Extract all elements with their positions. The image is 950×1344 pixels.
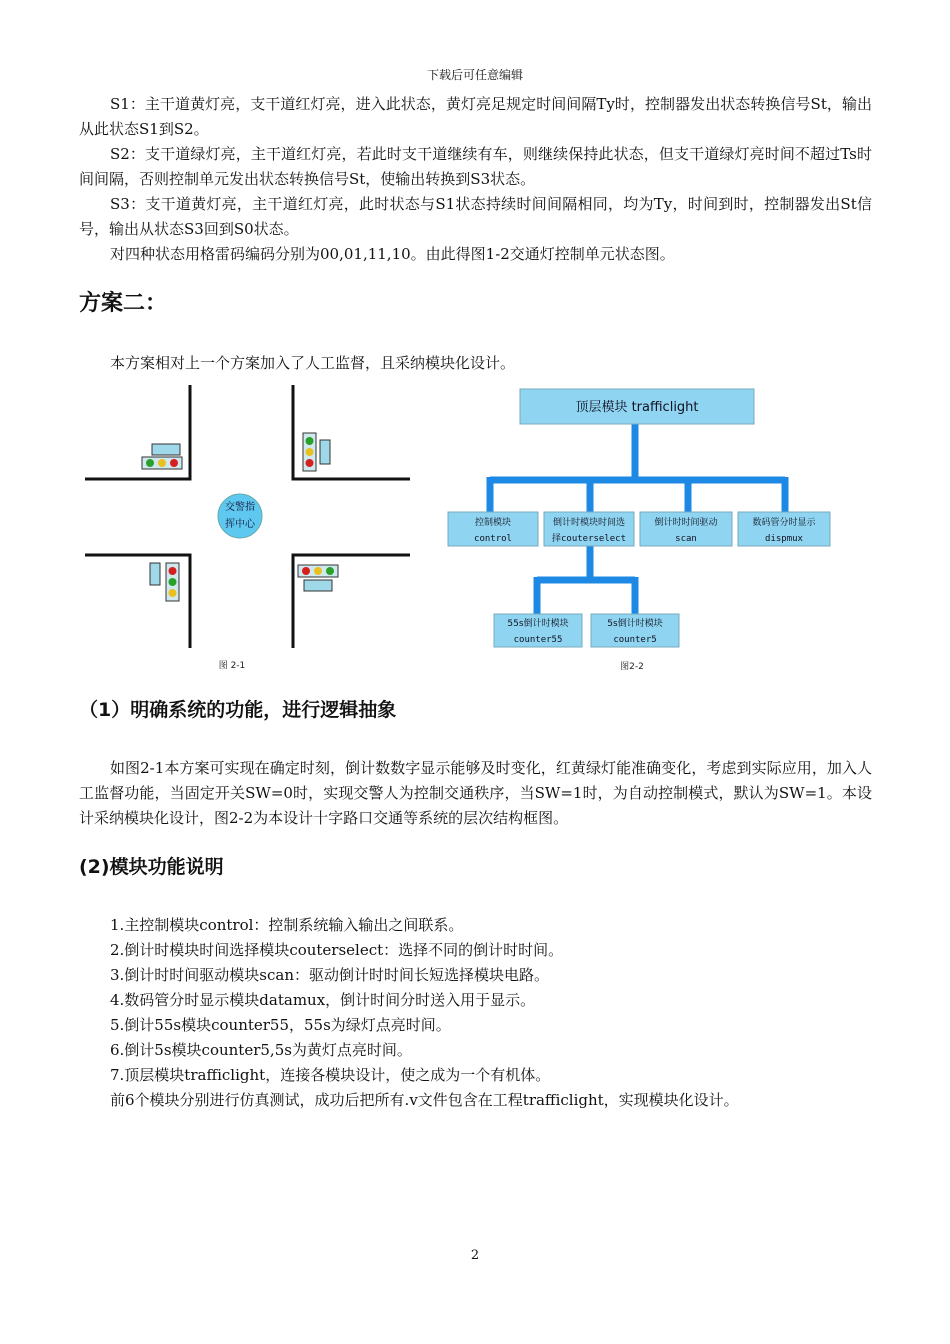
traffic-light-bottom-right: [298, 565, 338, 591]
command-center-label-1: 交警指: [225, 502, 255, 513]
module-top-label: 顶层模块 trafficlight: [575, 400, 699, 415]
module-box-counter5: [591, 614, 679, 647]
section1-title: （1）明确系统的功能，进行逻辑抽象: [79, 699, 397, 721]
figure-module-hierarchy: [440, 380, 840, 675]
module-scan-line2: scan: [675, 534, 697, 544]
list-item: 前6个模块分别进行仿真测试，成功后把所有.v文件包含在工程trafficlight，实现模块化设计。: [110, 1091, 739, 1109]
module-box-top: [520, 389, 754, 424]
traffic-light-top-left: [142, 444, 182, 469]
page-number: 2: [470, 1248, 480, 1263]
module-box-control: [448, 512, 538, 546]
paragraph-s2: S2：支干道绿灯亮，主干道红灯亮，若此时支干道继续有车，则继续保持此状态，但支干道绿灯亮时间不超过Ts时间间隔，否则控制单元发出状态转换信号St，使输出转换到S3状态。: [79, 145, 872, 188]
list-item: 7.顶层模块trafficlight，连接各模块设计，使之成为一个有机体。: [110, 1066, 551, 1084]
list-item: 6.倒计5s模块counter5,5s为黄灯点亮时间。: [110, 1041, 412, 1059]
list-item: 4.数码管分时显示模块datamux，倒计时间分时送入用于显示。: [110, 991, 536, 1009]
figure-2-2-caption: 图2-2: [620, 662, 644, 672]
module-box-dispmux: [738, 512, 830, 546]
list-item: 3.倒计时时间驱动模块scan：驱动倒计时时间长短选择模块电路。: [110, 966, 550, 984]
module-counter5-line1: 5s倒计时模块: [607, 619, 663, 629]
module-box-scan: [640, 512, 732, 546]
module-counter5-line2: counter5: [613, 635, 657, 645]
page-header: 下载后可任意编辑: [426, 68, 523, 82]
module-box-counter55: [494, 614, 582, 647]
module-couterselect-line2: 择couterselect: [551, 534, 627, 544]
figure-intersection: [80, 380, 420, 675]
section1-body: 如图2-1本方案可实现在确定时刻，倒计数数字显示能够及时变化，红黄绿灯能准确变化，考虑到实际应用，加入人工监督功能，当固定开关SW=0时，实现交警人为控制交通秩序，当SW=1时，为自动控制模式，默认为SW=1。本设计采纳模块化设计，图2-2为本设计十字路口交通等系统的层次结构框图。: [79, 759, 872, 827]
module-control-line2: control: [474, 534, 512, 544]
list-item: 2.倒计时模块时间选择模块couterselect：选择不同的倒计时时间。: [110, 941, 564, 959]
command-center: [218, 494, 262, 538]
module-box-couterselect: [544, 512, 634, 546]
module-couterselect-line1: 倒计时模块时间选: [552, 518, 626, 528]
traffic-light-top-right: [303, 433, 330, 471]
module-counter55-line2: counter55: [513, 635, 563, 645]
figure-2-1-caption: 图 2-1: [218, 661, 246, 671]
list-item: 5.倒计55s模块counter55，55s为绿灯点亮时间。: [110, 1016, 451, 1034]
list-item: 1.主控制模块control：控制系统输入输出之间联系。: [110, 916, 464, 934]
module-dispmux-line1: 数码管分时显示: [752, 518, 816, 528]
module-control-line1: 控制模块: [474, 518, 512, 528]
paragraph-s1: S1：主干道黄灯亮，支干道红灯亮，进入此状态，黄灯亮足规定时间间隔Ty时，控制器发出状态转换信号St，输出从此状态S1到S2。: [79, 95, 872, 138]
section2-title: (2)模块功能说明: [79, 856, 224, 878]
heading-scheme-two: 方案二：: [79, 291, 168, 316]
traffic-light-bottom-left: [150, 563, 179, 601]
paragraph-s3: S3：支干道黄灯亮，主干道红灯亮，此时状态与S1状态持续时间间隔相同，均为Ty，时间到时，控制器发出St信号，输出从状态S3回到S0状态。: [79, 195, 872, 238]
intro-paragraph: 本方案相对上一个方案加入了人工监督，且采纳模块化设计。: [110, 354, 516, 372]
module-dispmux-line2: dispmux: [765, 534, 803, 544]
command-center-label-2: 挥中心: [225, 519, 255, 530]
module-scan-line1: 倒计时时间驱动: [654, 518, 718, 528]
module-counter55-line1: 55s倒计时模块: [507, 619, 569, 629]
paragraph-gray-code: 对四种状态用格雷码编码分别为00,01,11,10。由此得图1-2交通灯控制单元状态图。: [110, 245, 675, 263]
